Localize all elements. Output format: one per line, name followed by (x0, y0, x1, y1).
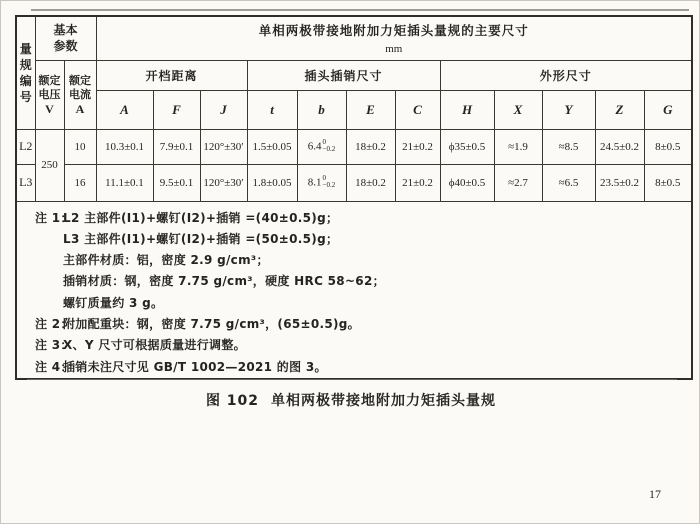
cell-F: 7.9±0.1 (153, 129, 200, 164)
cell-F: 9.5±0.1 (153, 164, 200, 201)
cell-H: ϕ40±0.5 (440, 164, 494, 201)
scan-artifact-line (31, 9, 689, 11)
cell-J: 120°±30′ (200, 129, 247, 164)
cell-E: 18±0.2 (346, 129, 395, 164)
group-header-outline-dimensions: 外形尺寸 (440, 60, 692, 90)
col-header-Z: Z (595, 90, 644, 129)
col-header-C: C (395, 90, 440, 129)
col-header-J: J (200, 90, 247, 129)
cell-voltage: 250 (35, 129, 64, 201)
cell-Z: 24.5±0.2 (595, 129, 644, 164)
col-header-E: E (346, 90, 395, 129)
cell-Y: ≈8.5 (542, 129, 595, 164)
cell-Z: 23.5±0.2 (595, 164, 644, 201)
table-unit: mm (385, 43, 403, 56)
note-line: L3 主部件(I1)+螺钉(I2)+插销 =(50±0.5)g； (63, 231, 339, 246)
cell-G: 8±0.5 (644, 164, 692, 201)
cell-gauge-id: L3 (16, 164, 35, 201)
cell-X: ≈2.7 (494, 164, 542, 201)
group-header-pin-dimensions: 插头插销尺寸 (247, 60, 440, 90)
cell-G: 8±0.5 (644, 129, 692, 164)
cell-b: 6.4 0 −0.2 (297, 129, 346, 164)
cell-b: 8.1 0 −0.2 (297, 164, 346, 201)
col-header-t: t (247, 90, 297, 129)
cell-J: 120°±30′ (200, 164, 247, 201)
note-line: 插销材质：钢，密度 7.75 g/cm³，硬度 HRC 58~62； (63, 274, 385, 289)
cell-t: 1.8±0.05 (247, 164, 297, 201)
cell-t: 1.5±0.05 (247, 129, 297, 164)
cell-A: 10.3±0.1 (96, 129, 153, 164)
col-header-A: A (96, 90, 153, 129)
col-header-b: b (297, 90, 346, 129)
table-title-cell (96, 16, 692, 60)
group-header-gap-distance: 开档距离 (96, 60, 247, 90)
note-line: 注 3：X、Y 尺寸可根据质量进行调整。 (35, 338, 246, 353)
cell-current: 10 (64, 129, 96, 164)
figure-caption (1, 390, 700, 410)
col-header-X: X (494, 90, 542, 129)
cell-Y: ≈6.5 (542, 164, 595, 201)
table-row (16, 129, 692, 164)
table-row (16, 164, 692, 201)
note-line: 注 2：附加配重块：钢，密度 7.75 g/cm³，(65±0.5)g。 (35, 316, 360, 331)
figure-title: 单相两极带接地附加力矩插头量规 (271, 393, 497, 409)
col-header-H: H (440, 90, 494, 129)
header-gauge-number: 量 规 编 号 (16, 16, 35, 129)
cell-X: ≈1.9 (494, 129, 542, 164)
cell-A: 11.1±0.1 (96, 164, 153, 201)
col-header-G: G (644, 90, 692, 129)
cell-current: 16 (64, 164, 96, 201)
page-number: 17 (649, 487, 661, 501)
col-header-Y: Y (542, 90, 595, 129)
note-line: 螺钉质量约 3 g。 (63, 295, 164, 310)
note-line: 注 4：插销未注尺寸见 GB/T 1002—2021 的图 3。 (35, 359, 327, 374)
cell-gauge-id: L2 (16, 129, 35, 164)
figure-number: 图 102 (205, 393, 260, 409)
cell-E: 18±0.2 (346, 164, 395, 201)
note-line: 注 1：L2 主部件(I1)+螺钉(I2)+插销 =(40±0.5)g； (35, 210, 339, 225)
cell-C: 21±0.2 (395, 129, 440, 164)
header-rated-current: 额定 电流 A (64, 60, 96, 129)
dimension-table (15, 15, 693, 380)
table-notes (16, 201, 692, 379)
header-rated-voltage: 额定 电压 V (35, 60, 64, 129)
header-basic-params: 基本 参数 (35, 16, 96, 60)
table-title: 单相两极带接地附加力矩插头量规的主要尺寸 (258, 23, 529, 39)
cell-C: 21±0.2 (395, 164, 440, 201)
note-line: 主部件材质：铝，密度 2.9 g/cm³； (63, 253, 269, 268)
scan-artifact-line (27, 379, 677, 380)
col-header-F: F (153, 90, 200, 129)
cell-H: ϕ35±0.5 (440, 129, 494, 164)
